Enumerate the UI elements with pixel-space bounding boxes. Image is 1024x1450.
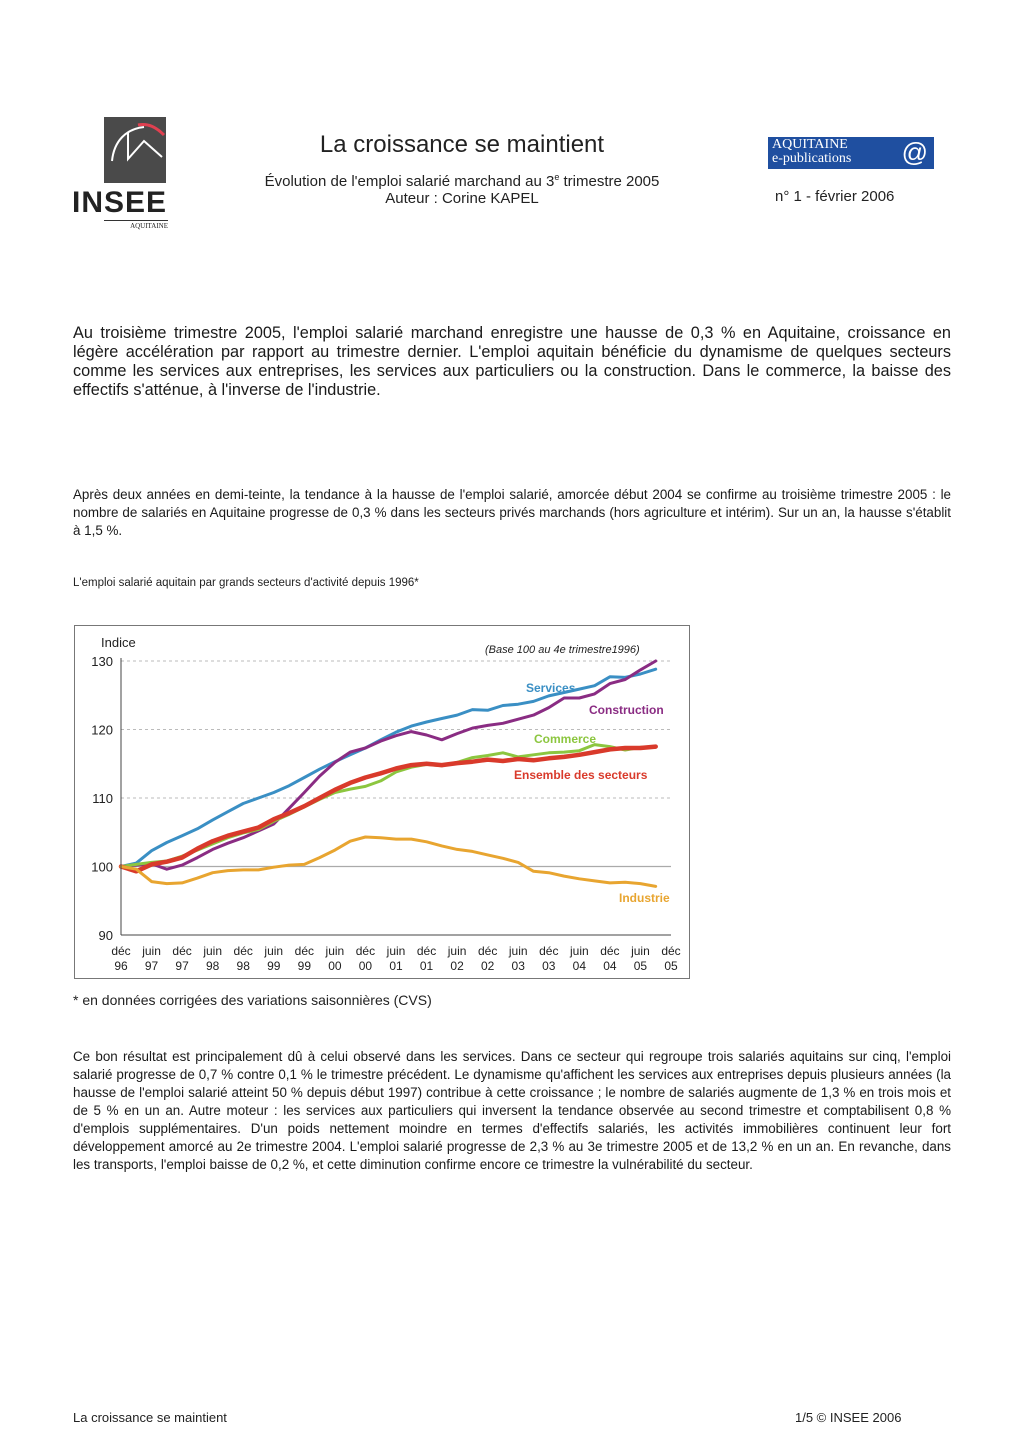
x-tick-label: 03 [542, 959, 556, 973]
aquitaine-epublications-badge [768, 137, 934, 169]
x-tick-label: déc [661, 944, 681, 958]
document-subtitle [200, 172, 724, 190]
x-tick-label: juin [569, 944, 589, 958]
x-tick-label: 98 [236, 959, 250, 973]
x-tick-label: juin [142, 944, 161, 958]
lead-paragraph: Au troisième trimestre 2005, l'emploi salarié marchand enregistre une hausse de 0,3 % en Aquitaine, croissance en légère accélération par rapport au trimestre dernier. L'emploi aquitain bénéficie du dynamisme de quelques secteurs comme les services aux entreprises, les services aux particuliers ou la construction. Dans le commerce, la baisse des effectifs s'atténue, à l'inverse de l'industrie. [73, 324, 951, 399]
label-commerce: Commerce [534, 732, 597, 746]
x-tick-label: 99 [297, 959, 312, 973]
x-tick-label: juin [508, 944, 528, 958]
x-tick-label: juin [447, 944, 467, 958]
x-tick-label: 98 [205, 959, 220, 973]
x-tick-label: 02 [480, 959, 495, 973]
x-tick-label: 02 [450, 959, 464, 973]
chart-grid [121, 661, 671, 867]
subtitle-superscript: e [554, 172, 560, 182]
document-title: La croissance se maintient [319, 131, 605, 158]
document-author: Auteur : Corine KAPEL [385, 190, 539, 207]
x-tick-label: déc [111, 944, 131, 958]
chart-canvas [75, 626, 689, 978]
label-construction: Construction [589, 703, 664, 717]
x-tick-label: 04 [572, 959, 587, 973]
x-tick-label: juin [264, 944, 284, 958]
at-sign-icon: @ [901, 137, 928, 167]
chart-footnote: * en données corrigées des variations saisonnières (CVS) [73, 992, 432, 1008]
x-tick-label: déc [233, 944, 253, 958]
x-tick-label: 04 [603, 959, 617, 973]
issue-number-date: n° 1 - février 2006 [775, 188, 895, 205]
subtitle-text-start: Évolution de l'emploi salarié marchand au 3 [264, 173, 555, 190]
x-tick-label: déc [600, 944, 620, 958]
y-tick-label-130: 130 [91, 654, 113, 669]
insee-logo-mark [104, 117, 166, 183]
label-services: Services [526, 681, 576, 695]
x-tick-label: 01 [389, 959, 403, 973]
y-tick-label-100: 100 [91, 859, 113, 875]
x-tick-label: déc [416, 944, 437, 958]
body-paragraph-2: Ce bon résultat est principalement dû à celui observé dans les services. Dans ce secteur qui regroupe trois salariés aquitains sur cinq, l'emploi salarié progresse de 0,7 % contre 0,1 % le trimestre précédent. Le dynamisme qu'affichent les services aux entreprises depuis plusieurs années (la hausse de l'emploi salarié atteint 50 % depuis début 1997) contribue à cette croissance ; le nombre de salariés augmente de 1,3 % en trois mois et de 5 % en un an. Autre moteur : les services aux particuliers qui inversent la tendance observée au second trimestre et comptabilisent 0,8 % d'emplois supplémentaires. D'un poids nettement moindre en termes d'effectifs salariés, les activités immobilières continuent leur fort développement amorcé au 2e trimestre 2004. L'emploi salarié progresse de 2,3 % au 3e trimestre 2005 et de 13,2 % en un an. En revanche, dans les transports, l'emploi baisse de 0,2 %, et cette diminution confirme encore ce trimestre la vulnérabilité du secteur. [73, 1049, 951, 1172]
insee-logo-wordmark: INSEE [72, 186, 168, 219]
body-paragraph-1: Après deux années en demi-teinte, la tendance à la hausse de l'emploi salarié, amorcée début 2004 se confirme au troisième trimestre 2005 : le nombre de salariés en Aquitaine progresse de 0,3 % dans les secteurs privés marchands (hors agriculture et intérim). Sur un an, la hausse s'établit à 1,5 %. [73, 487, 951, 538]
x-tick-label: 05 [633, 959, 648, 973]
x-tick-label: 01 [419, 959, 434, 973]
x-tick-label: déc [294, 944, 315, 958]
x-tick-label: déc [355, 944, 376, 958]
chart-base-note: (Base 100 au 4e trimestre1996) [485, 644, 640, 656]
x-tick-label: 99 [267, 959, 281, 973]
x-tick-label: 05 [664, 959, 678, 973]
x-tick-label: 96 [114, 959, 128, 973]
x-tick-label: déc [539, 944, 559, 958]
footer-page-copyright: 1/5 © INSEE 2006 [795, 1410, 902, 1425]
x-tick-label: déc [477, 944, 498, 958]
employment-chart [74, 625, 690, 979]
footer-title: La croissance se maintient [73, 1410, 227, 1425]
subtitle-text-end: trimestre 2005 [559, 173, 660, 190]
label-industrie: Industrie [619, 891, 670, 905]
badge-line-1: AQUITAINE [772, 137, 848, 152]
x-tick-label: 03 [511, 959, 525, 973]
insee-logo-graphic [104, 117, 166, 183]
y-axis-label: Indice [101, 635, 136, 650]
x-tick-label: déc [172, 944, 192, 958]
x-tick-label: juin [631, 944, 650, 958]
badge-line-2: e-publications [772, 151, 852, 166]
y-tick-label-120: 120 [91, 722, 113, 738]
label-ensemble: Ensemble des secteurs [514, 768, 648, 782]
chart-caption: L'emploi salarié aquitain par grands secteurs d'activité depuis 1996* [73, 577, 419, 589]
x-tick-label: juin [203, 944, 223, 958]
x-tick-label: 97 [144, 959, 159, 973]
x-tick-label: 00 [328, 959, 342, 973]
series-line-3 [121, 747, 656, 872]
y-tick-label-110: 110 [92, 791, 113, 806]
x-tick-label: juin [386, 944, 406, 958]
x-tick-label: 00 [358, 959, 373, 973]
chart-axes [91, 654, 680, 973]
y-tick-label-90: 90 [98, 928, 113, 943]
x-tick-label: juin [325, 944, 345, 958]
x-tick-label: 97 [175, 959, 189, 973]
insee-logo-region: AQUITAINE [104, 220, 168, 230]
